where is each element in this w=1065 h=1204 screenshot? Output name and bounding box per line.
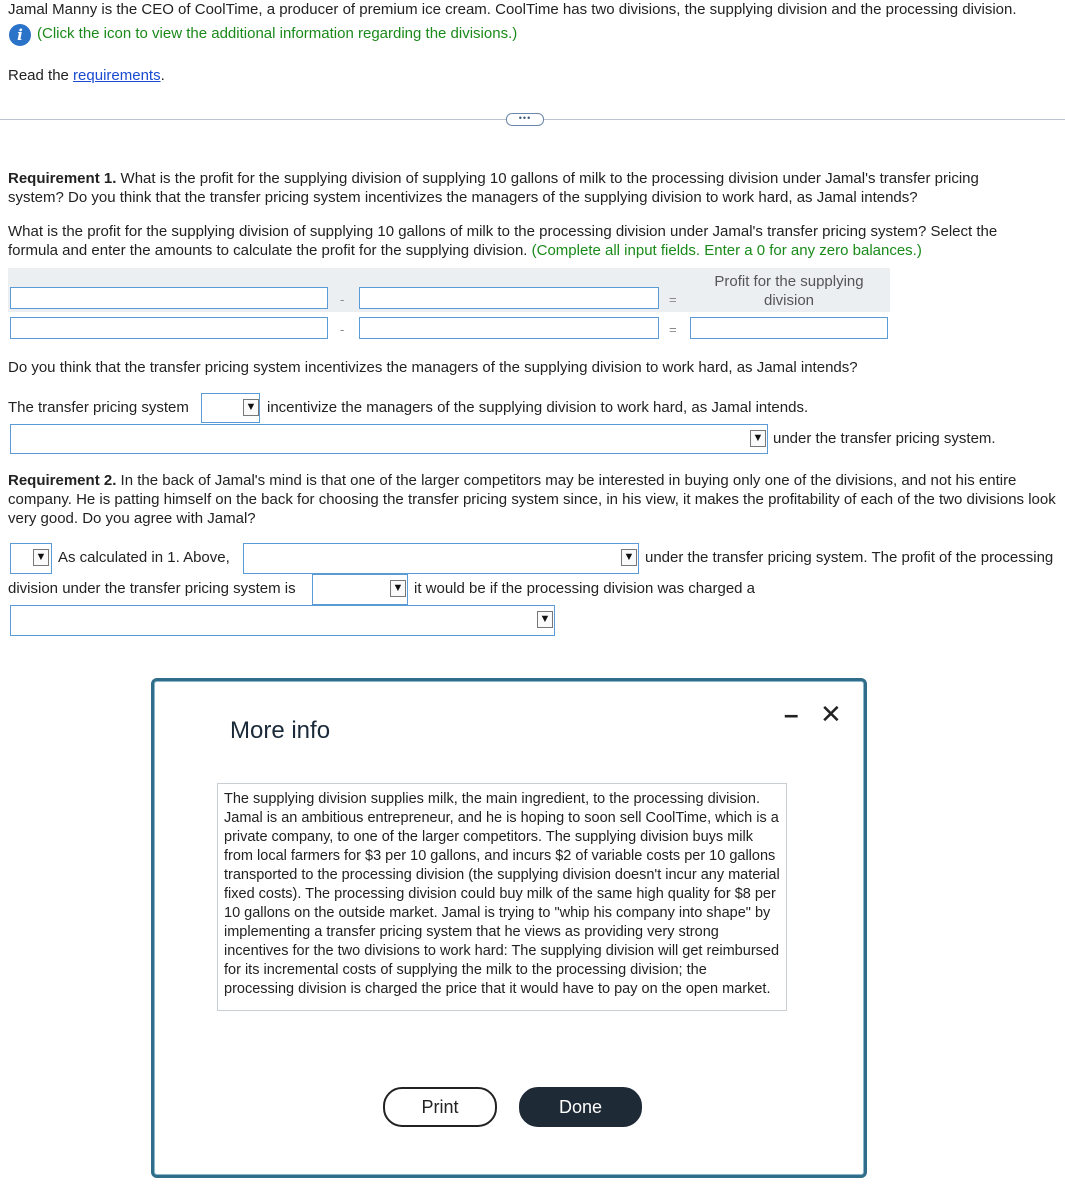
chevron-down-icon: ▼: [621, 549, 637, 566]
req1-statement: [8, 169, 1008, 207]
supplying-profit-select[interactable]: [243, 543, 639, 574]
equals-sign: =: [669, 322, 677, 337]
print-button[interactable]: Print: [383, 1087, 497, 1127]
req1-label: Requirement 1.: [8, 170, 117, 187]
info-body: The supplying division supplies milk, the main ingredient, to the processing division. Jamal is an ambitious entrepreneur, and he is hoping to soon sell CoolTime, which is a private company, to one of the larger competitors. The supplying division buys milk from local farmers for $3 per 10 gallons, and incurs $2 of variable costs per 10 gallons transported to the processing division (the supplying division doesn't incur any material fixed costs). The processing division could buy milk of the same high quality for $8 per 10 gallons on the outside market. Jamal is trying to "whip his company into shape" by implementing a transfer pricing system that he views as providing very strong incentives for the two divisions to work hard: The supplying division will get reimbursed for its incremental costs of supplying the milk to the processing division; the processing division is charged the price that it would have to pay on the open market.: [217, 783, 787, 1011]
req1-hint: (Complete all input fields. Enter a 0 for any zero balances.): [531, 242, 922, 259]
modal-title: More info: [230, 717, 331, 744]
req1-text: What is the profit for the supplying division of supplying 10 gallons of milk to the processing division under Jamal's transfer pricing system? Do you think that the transfer pricing system incentivizes the managers of the supplying division to work hard, as Jamal intends?: [8, 170, 979, 206]
read-suffix: .: [160, 67, 165, 84]
req2-label: Requirement 2.: [8, 472, 117, 489]
info-hint: (Click the icon to view the additional information regarding the divisions.): [37, 25, 518, 42]
division-prefix-text: division under the transfer pricing system is: [8, 580, 296, 597]
requirements-link[interactable]: requirements: [73, 67, 161, 84]
minus-sign: -: [340, 322, 345, 337]
more-info-modal: [151, 678, 867, 1178]
result-header: Profit for the supplying division: [714, 273, 864, 309]
equals-sign: =: [669, 292, 677, 307]
req2-text: In the back of Jamal's mind is that one of the larger competitors may be interested in buying only one of the divisions, and not his entire company. He is patting himself on the back for choosing the transfer pricing system since, in his view, it makes the profitability of each of the two divisions look very good. Do you agree with Jamal?: [8, 472, 1056, 527]
req1-question: [8, 222, 1048, 260]
read-prefix: Read the: [8, 67, 74, 84]
incentive-does-select[interactable]: [201, 393, 260, 423]
profit-result-input[interactable]: [690, 317, 888, 339]
info-icon[interactable]: i: [9, 24, 31, 46]
under-system-text: under the transfer pricing system. The profit of the processing: [645, 549, 1054, 566]
formula-row2-amount2-input[interactable]: [359, 317, 659, 339]
read-requirements: [8, 67, 165, 84]
minimize-icon[interactable]: –: [784, 699, 799, 729]
as-calculated-text: As calculated in 1. Above,: [58, 549, 230, 566]
chevron-down-icon: ▼: [537, 611, 553, 628]
agree-select[interactable]: [10, 543, 52, 574]
minus-sign: -: [340, 292, 345, 307]
sentence1-suffix: incentivize the managers of the supplying division to work hard, as Jamal intends.: [267, 399, 809, 416]
expand-pill-button[interactable]: •••: [506, 113, 544, 126]
processing-compare-select[interactable]: [312, 574, 408, 605]
incentive-question: Do you think that the transfer pricing system incentivizes the managers of the supplying division to work hard, as Jamal intends?: [8, 359, 858, 376]
close-icon[interactable]: ✕: [820, 699, 842, 729]
chevron-down-icon: ▼: [750, 430, 766, 447]
incentive-reason-select[interactable]: [10, 424, 768, 454]
chevron-down-icon: ▼: [33, 549, 49, 566]
formula-row1-label2-input[interactable]: [359, 287, 659, 309]
req2-statement: [8, 471, 1063, 528]
formula-row2-amount1-input[interactable]: [10, 317, 328, 339]
done-button[interactable]: Done: [519, 1087, 642, 1127]
would-be-text: it would be if the processing division was charged a: [414, 580, 756, 597]
chevron-down-icon: ▼: [243, 399, 259, 416]
sentence2-suffix: under the transfer pricing system.: [773, 430, 996, 447]
intro-text: Jamal Manny is the CEO of CoolTime, a producer of premium ice cream. CoolTime has two divisions, the supplying division and the processing division.: [8, 1, 1017, 18]
req1-question-text: What is the profit for the supplying division of supplying 10 gallons of milk to the processing division under Jamal's transfer pricing system? Select the formula and enter the amounts to calculate the profit for the supplying division.: [8, 223, 998, 259]
sentence1-prefix: The transfer pricing system: [8, 399, 189, 416]
formula-row1-label-input[interactable]: [10, 287, 328, 309]
price-basis-select[interactable]: [10, 605, 555, 636]
chevron-down-icon: ▼: [390, 580, 406, 597]
